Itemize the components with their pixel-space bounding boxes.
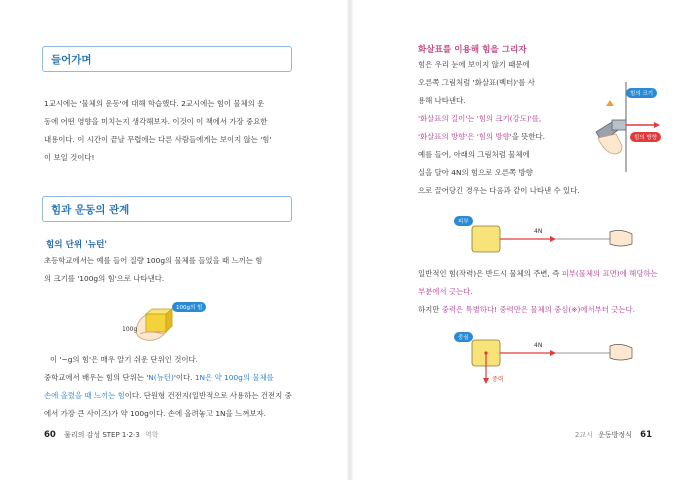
paragraph-line: 힘은 우리 눈에 보이지 않기 때문에 — [418, 60, 530, 69]
paragraph-line: 실을 달아 4N의 힘으로 오른쪽 방향 — [418, 168, 533, 177]
period-label: 2교시 — [574, 431, 593, 439]
left-footer — [44, 430, 159, 440]
weight-label: 100g — [122, 326, 138, 333]
paragraph-line: 손에 올렸을 때 느끼는 힘이다. 단원형 건전지(일반적으로 사용하는 건전지 중 — [44, 391, 292, 400]
page-number: 60 — [44, 430, 56, 440]
paragraph-line: 의 크기를 '100g의 힘'으로 나타낸다. — [44, 274, 165, 283]
intro-line: 1교시에는 '물체의 운동'에 대해 학습했다. 2교시에는 힘이 물체의 운 — [44, 99, 265, 108]
pull-figure-center — [450, 330, 650, 388]
chapter-title: 운동방정식 — [598, 431, 632, 439]
paragraph-line: 중학교에서 배우는 힘의 단위는 'N(뉴턴)'이다. 1N은 약 100g의 물체를 — [44, 373, 274, 382]
paragraph-line: 에서 가장 큰 사이즈)가 약 100g이다. 손에 올려놓고 1N을 느껴보자. — [44, 409, 266, 418]
hand-weight-figure — [118, 290, 218, 348]
paragraph-grams — [44, 252, 296, 288]
force-size-bubble: 힘의 크기 — [626, 88, 657, 98]
intro-paragraph — [44, 95, 296, 167]
paragraph-surface — [418, 265, 688, 319]
gravity-label: 중력 — [492, 376, 504, 383]
paragraph-line: '화살표의 길이'는 '힘의 크기(강도)'를, — [418, 114, 542, 123]
right-page — [350, 0, 700, 480]
paragraph-newton — [44, 369, 300, 423]
paragraph-unit: 이 '~g의 힘'은 매우 알기 쉬운 단위인 것이다. — [50, 355, 198, 364]
pull-illustration — [450, 214, 650, 260]
force-direction-bubble: 힘의 방향 — [630, 132, 661, 142]
paragraph-line: 예를 들어, 아래의 그림처럼 물체에 — [418, 150, 530, 159]
force-label: 4N — [534, 228, 543, 235]
page-number: 61 — [640, 430, 652, 440]
hand-weight-illustration — [118, 290, 218, 348]
subhead-newton: 힘의 단위 '뉴턴' — [46, 240, 108, 250]
force-bubble: 100g의 힘 — [172, 302, 206, 312]
paragraph-line: 오른쪽 그림처럼 '화살표(벡터)'를 사 — [418, 78, 535, 87]
skin-bubble: 피부 — [454, 216, 473, 226]
gravity-illustration — [450, 330, 650, 388]
paragraph-line: '화살표의 방향'은 '힘의 방향'을 뜻한다. — [418, 132, 545, 141]
paragraph-line: 일반적인 힘(작력)은 반드시 물체의 주변, 즉 피부(물체의 표면)에 해당하는 — [418, 269, 658, 278]
paragraph-line: 하지만 중력은 특별하다! 중력만은 물체의 중심(※)에서부터 긋는다. — [418, 305, 636, 314]
paragraph-vector — [418, 56, 598, 182]
section-title-force-motion: 힘과 운동의 관계 — [42, 196, 292, 222]
paragraph-line: 초등학교에서는 예를 들어 질량 100g의 물체를 들었을 때 느끼는 힘 — [44, 256, 263, 265]
hammer-figure — [588, 82, 668, 172]
intro-line: 내용이다. 이 시간이 끝날 무렵에는 다른 사람들에게는 보이지 않는 '힘' — [44, 135, 272, 144]
book-title: 물리의 감성 STEP 1·2·3 — [64, 431, 140, 439]
center-bubble: 중심 — [454, 332, 473, 342]
paragraph-example-end: 으로 끌어당긴 경우는 다음과 같이 나타낸 수 있다. — [418, 186, 580, 195]
subhead-arrow: 화살표를 이용해 힘을 그리자 — [418, 45, 527, 55]
pull-figure-skin — [450, 214, 650, 260]
paragraph-line: 용해 나타낸다. — [418, 96, 466, 105]
right-footer — [575, 430, 652, 440]
intro-line: 동에 어떤 영향을 미치는지 생각해보자. 이것이 이 책에서 가장 중요한 — [44, 117, 268, 126]
paragraph-line: 부분에서 긋는다. — [418, 287, 473, 296]
section-title-intro: 들어가며 — [42, 46, 292, 72]
chapter-label: 역학 — [144, 431, 159, 439]
force-label: 4N — [534, 342, 543, 349]
intro-line: 이 보일 것이다! — [44, 153, 95, 162]
